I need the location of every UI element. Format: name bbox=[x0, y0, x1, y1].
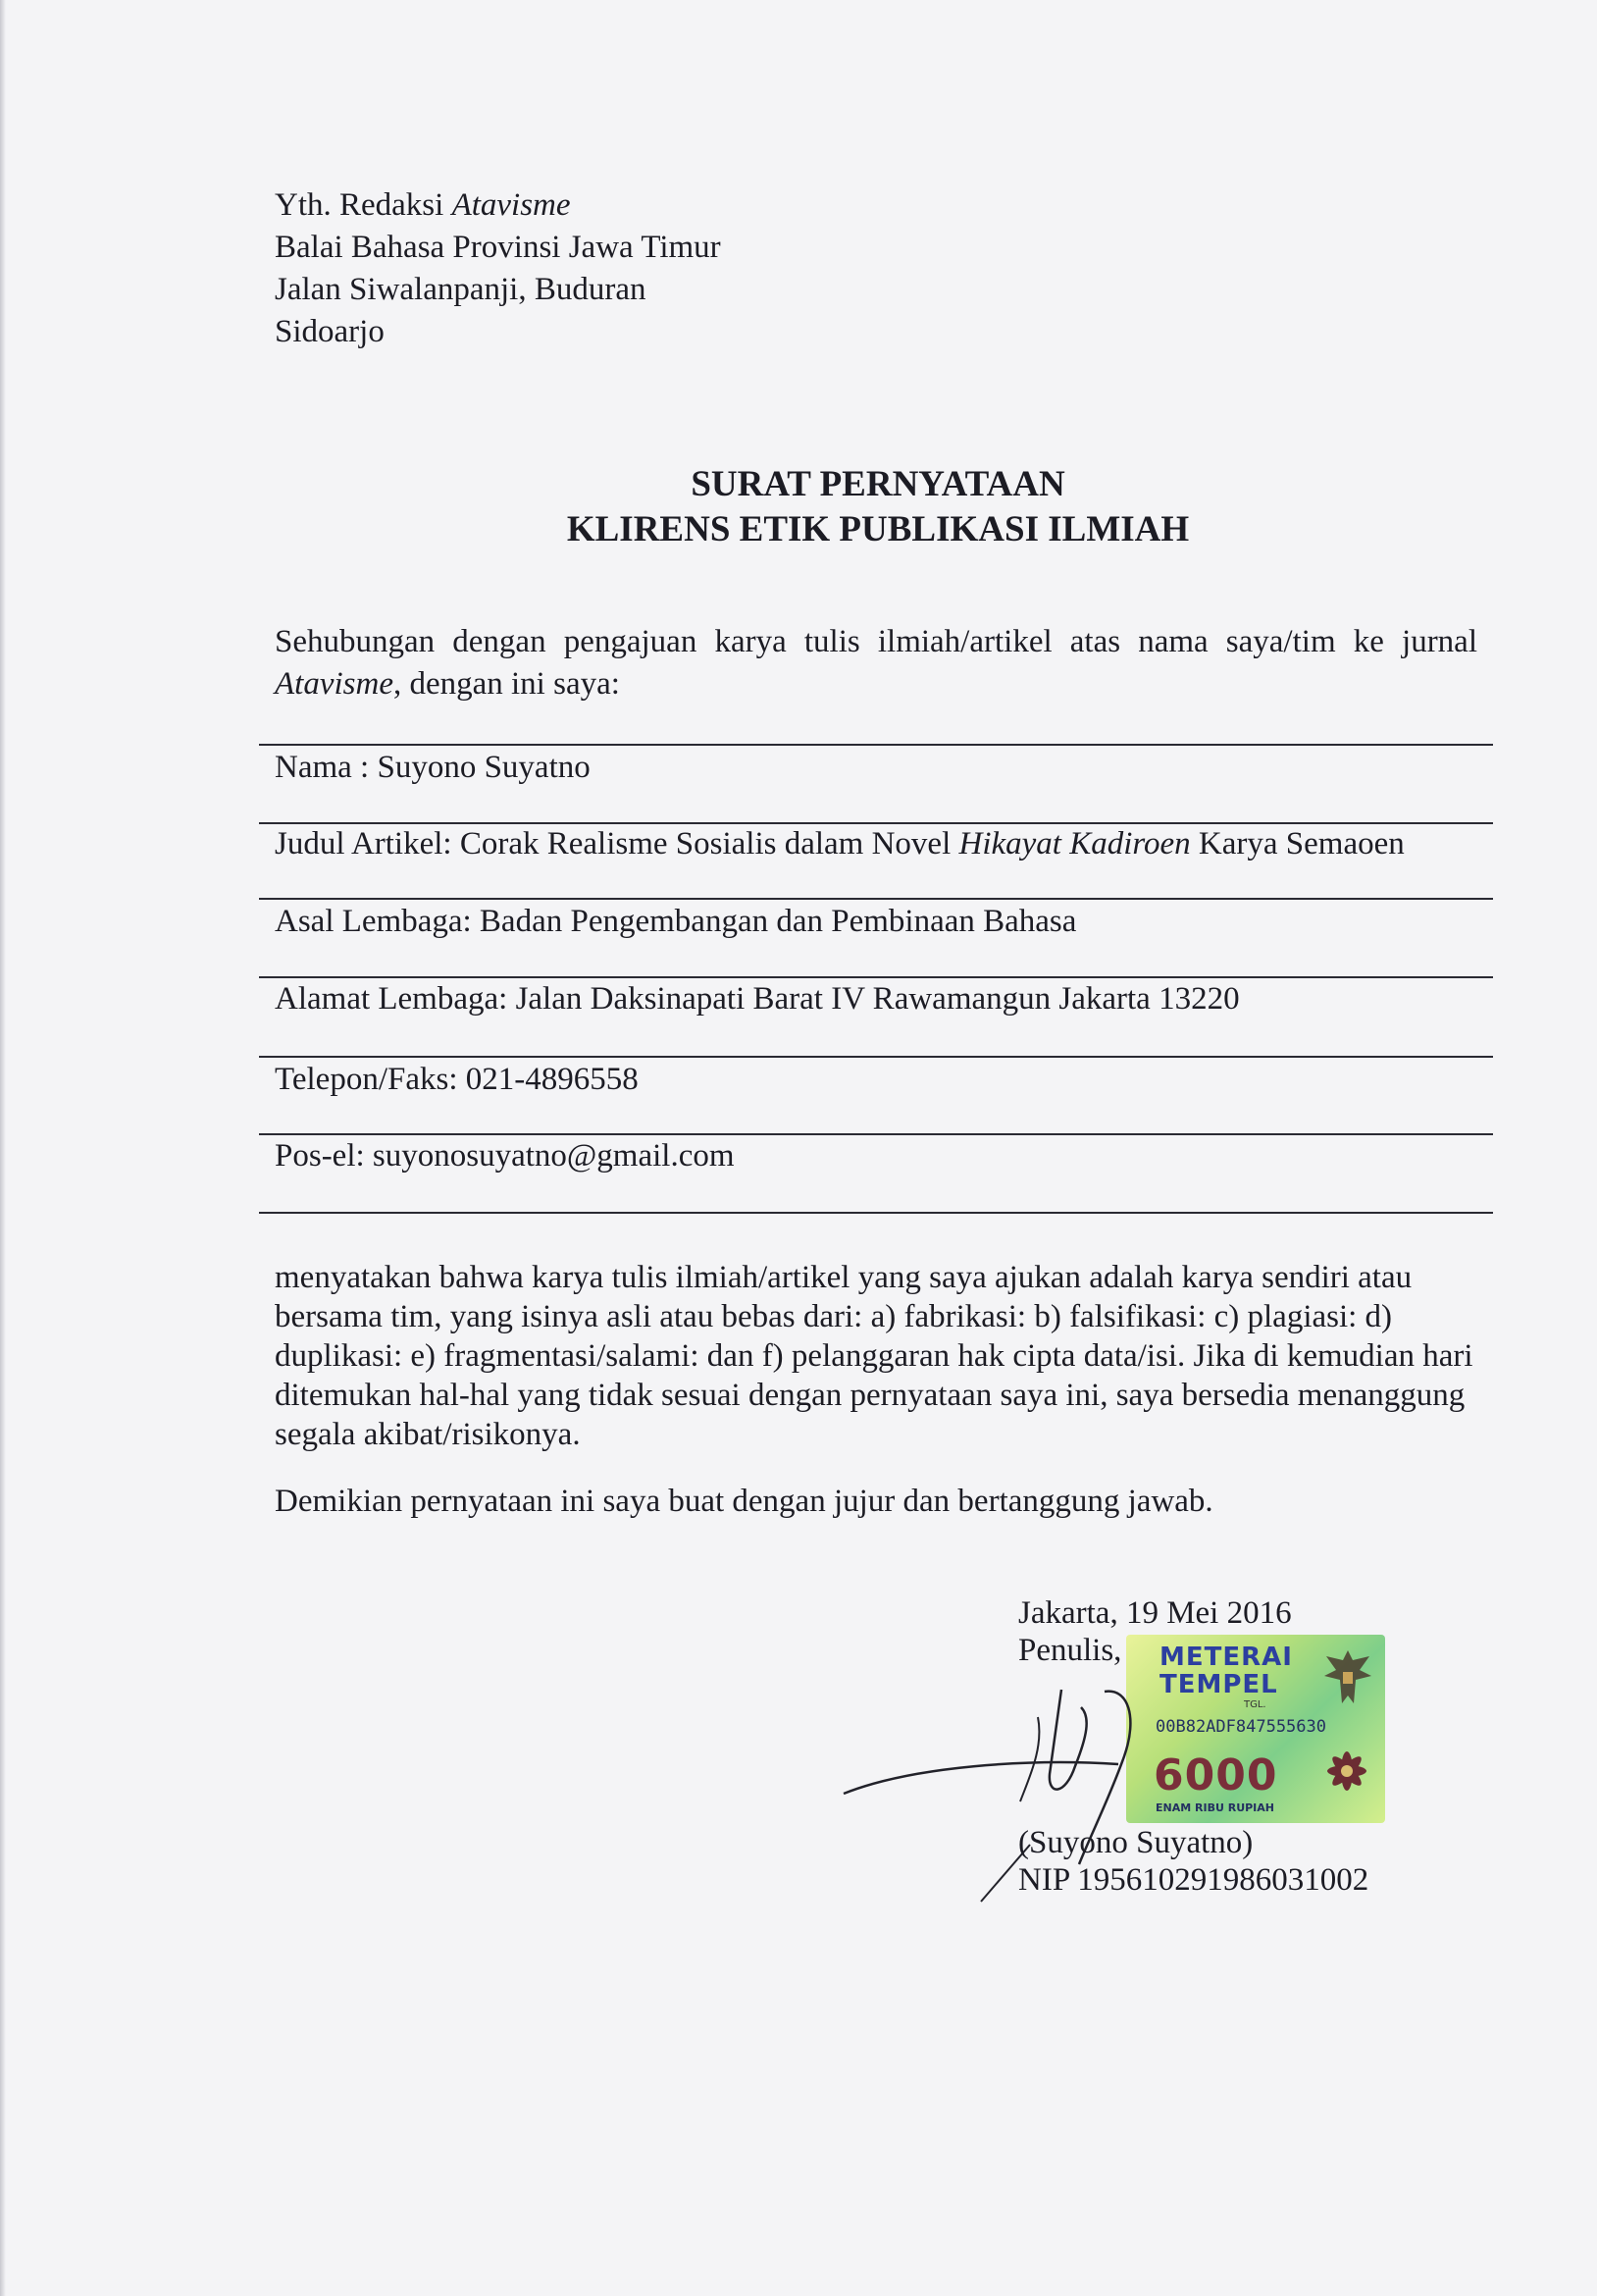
scan-edge-shadow bbox=[0, 0, 6, 2296]
field-asal-lembaga: Asal Lembaga: Badan Pengembangan dan Pembinaan Bahasa bbox=[275, 904, 1077, 939]
statement-paragraph: menyatakan bahwa karya tulis ilmiah/artikel yang saya ajukan adalah karya sendiri atau bersama tim, yang isinya asli atau bebas dari: a) fabrikasi: b) falsifikasi: c) plagiasi: d) duplikasi: e) fragmentasi/salami: dan f) pelanggaran hak cipta data/isi. Jika di kemudian hari ditemukan hal-hal yang tidak sesuai dengan pernyataan saya ini, saya bersedia menanggung segala akibat/risikonya. bbox=[275, 1260, 1473, 1452]
field-alamat-lembaga: Alamat Lembaga: Jalan Daksinapati Barat IV Rawamangun Jakarta 13220 bbox=[275, 981, 1240, 1017]
field-posel: Pos-el: suyonosuyatno@gmail.com bbox=[275, 1138, 735, 1174]
garuda-emblem-icon bbox=[1320, 1646, 1375, 1709]
stamp-value: 6000 bbox=[1154, 1750, 1278, 1800]
stamp-flower-icon bbox=[1320, 1745, 1373, 1798]
address-line-2: Balai Bahasa Provinsi Jawa Timur bbox=[275, 230, 721, 265]
form-rule bbox=[259, 744, 1493, 746]
closing-paragraph: Demikian pernyataan ini saya buat dengan jujur dan bertanggung jawab. bbox=[275, 1484, 1213, 1519]
stamp-value-words: ENAM RIBU RUPIAH bbox=[1156, 1801, 1274, 1814]
form-rule bbox=[259, 1056, 1493, 1058]
field-telepon: Telepon/Faks: 021-4896558 bbox=[275, 1062, 639, 1097]
stamp-serial: 00B82ADF847555630 bbox=[1156, 1717, 1326, 1737]
stamp-line-2: TEMPEL bbox=[1159, 1670, 1278, 1699]
form-rule bbox=[259, 822, 1493, 824]
journal-name-intro: Atavisme bbox=[275, 666, 393, 702]
address-line-3: Jalan Siwalanpanji, Buduran bbox=[275, 272, 646, 307]
field-nama: Nama : Suyono Suyatno bbox=[275, 750, 591, 785]
place-date: Jakarta, 19 Mei 2016 bbox=[1018, 1595, 1292, 1631]
stamp-line-1: METERAI bbox=[1159, 1643, 1293, 1672]
title-line-2: KLIRENS ETIK PUBLIKASI ILMIAH bbox=[566, 509, 1190, 549]
form-rule bbox=[259, 898, 1493, 900]
journal-name: Atavisme bbox=[451, 187, 571, 223]
form-rule bbox=[259, 1133, 1493, 1135]
form-rule bbox=[259, 1212, 1493, 1214]
signer-nip: NIP 195610291986031002 bbox=[1018, 1862, 1369, 1898]
address-line-1: Yth. Redaksi Atavisme bbox=[275, 187, 571, 223]
field-judul-artikel: Judul Artikel: Corak Realisme Sosialis dalam Novel Hikayat Kadiroen Karya Semaoen bbox=[275, 826, 1405, 861]
form-rule bbox=[259, 976, 1493, 978]
address-line-4: Sidoarjo bbox=[275, 314, 385, 349]
recipient-address bbox=[275, 184, 721, 353]
signer-name: (Suyono Suyatno) bbox=[1018, 1825, 1254, 1860]
signer-role: Penulis, bbox=[1018, 1633, 1122, 1668]
title-line-1: SURAT PERNYATAAN bbox=[691, 464, 1065, 504]
intro-paragraph: Sehubungan dengan pengajuan karya tulis ilmiah/artikel atas nama saya/tim ke jurnal Atavisme, dengan ini saya: bbox=[275, 624, 1477, 702]
stamp-date-label: TGL. bbox=[1244, 1699, 1266, 1710]
